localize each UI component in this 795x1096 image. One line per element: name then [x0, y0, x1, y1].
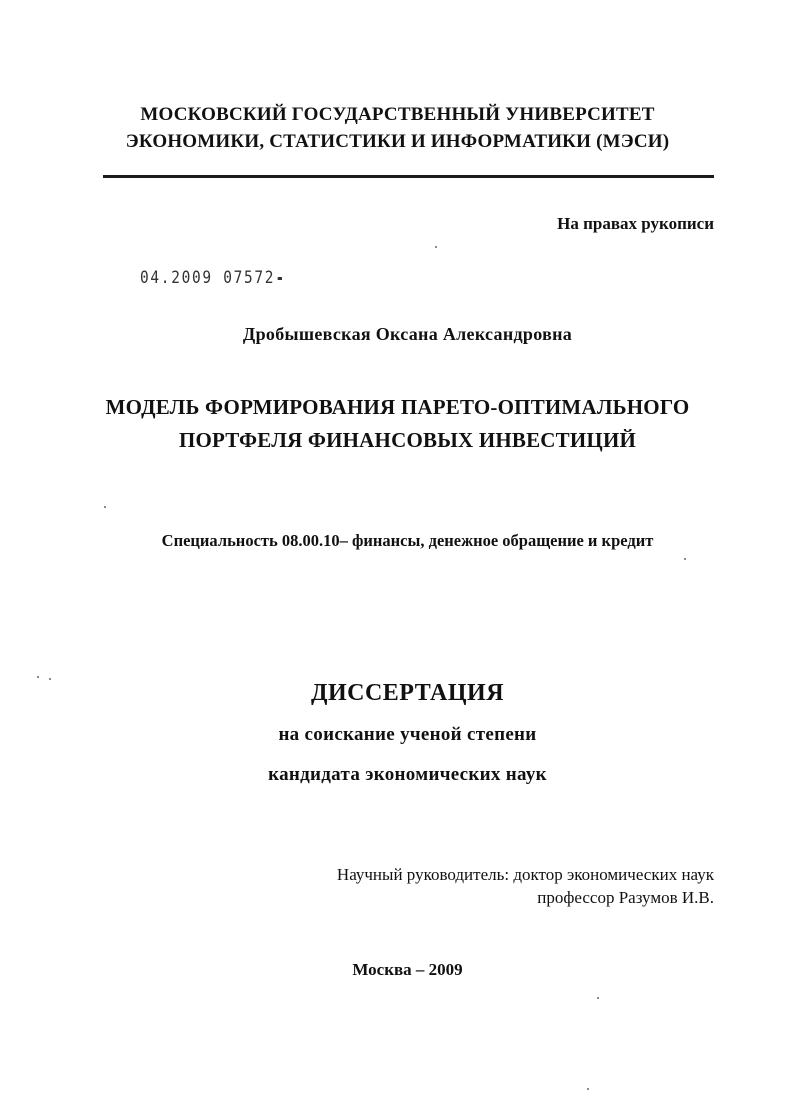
specialty-line: Специальность 08.00.10– финансы, денежное обращение и кредит: [161, 531, 654, 550]
scan-speck: [597, 997, 599, 999]
registry-stamp-number: 04.2009 07572: [140, 268, 276, 288]
scan-speck: [49, 678, 51, 680]
scan-speck: [587, 1088, 589, 1090]
dissertation-heading: ДИССЕРТАЦИЯ: [310, 680, 505, 706]
stamp-dot: [278, 277, 282, 280]
advisor-line1: Научный руководитель: доктор экономических наук: [336, 865, 714, 884]
scan-speck: [435, 246, 437, 248]
city-year: Москва – 2009: [352, 960, 463, 979]
degree-line1: на соискание ученой степени: [278, 724, 537, 745]
university-name-line1: МОСКОВСКИЙ ГОСУДАРСТВЕННЫЙ УНИВЕРСИТЕТ: [140, 104, 655, 125]
scan-speck: [104, 506, 106, 508]
dissertation-title-line2: ПОРТФЕЛЯ ФИНАНСОВЫХ ИНВЕСТИЦИЙ: [178, 428, 637, 452]
dissertation-title-line1: МОДЕЛЬ ФОРМИРОВАНИЯ ПАРЕТО-ОПТИМАЛЬНОГО: [105, 395, 690, 419]
manuscript-note: На правах рукописи: [557, 214, 714, 233]
degree-line2: кандидата экономических наук: [268, 764, 547, 785]
header-divider: [103, 175, 714, 178]
university-name-line2: ЭКОНОМИКИ, СТАТИСТИКИ И ИНФОРМАТИКИ (МЭСИ): [125, 131, 670, 152]
author-name: Дробышевская Оксана Александровна: [242, 324, 573, 344]
scan-speck: [684, 558, 686, 560]
advisor-line2: профессор Разумов И.В.: [537, 888, 714, 907]
registry-stamp: [140, 268, 282, 288]
scan-speck: [37, 676, 39, 678]
